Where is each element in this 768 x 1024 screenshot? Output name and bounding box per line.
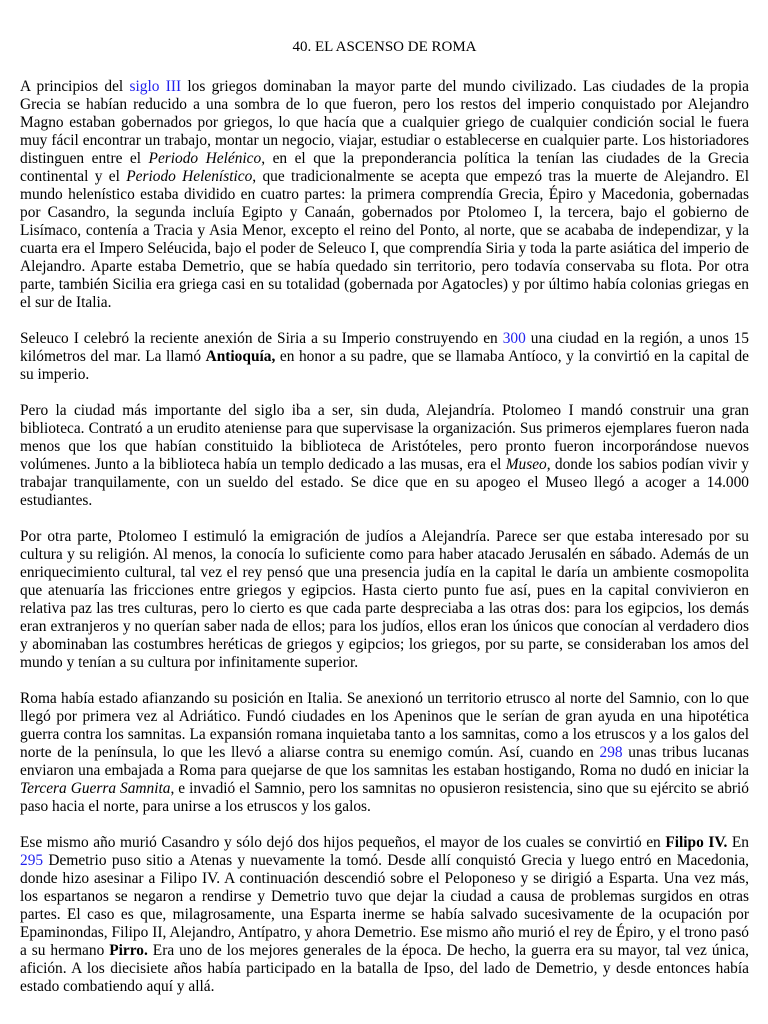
year-link[interactable]: siglo III bbox=[129, 78, 182, 95]
text-run: A principios del bbox=[20, 78, 130, 95]
document-body bbox=[20, 78, 749, 996]
text-run: una ciudad en la región, a unos 15 kilómetros del mar. La llamó bbox=[20, 330, 749, 365]
page-title: 40. EL ASCENSO DE ROMA bbox=[292, 39, 477, 55]
bold-term: Antioquía, bbox=[205, 348, 276, 365]
text-run: los griegos dominaban la mayor parte del mundo civilizado. Las ciudades de la propia Grecia se habían reducido a una sombra de lo que fueron, pero los restos del imperio conquistado por Alejandro Magno estaban gobernados por griegos, lo que hacía que a cualquier griego de cualquier condición social le fuera muy fácil encontrar un trabajo, montar un negocio, viajar, estudiar o establecerse en cualquier parte. Los historiadores distinguen entre el bbox=[20, 78, 750, 167]
text-run: Era uno de los mejores generales de la época. De hecho, la guerra era su mayor, tal vez única, afición. A los diecisiete años había participado en la batalla de Ipso, del lado de Demetrio, y desde entonces había estado combatiendo aquí y allá. bbox=[20, 942, 749, 995]
text-run: Seleuco I celebró la reciente anexión de Siria a su Imperio construyendo en bbox=[20, 330, 503, 347]
year-link[interactable]: 298 bbox=[599, 744, 623, 761]
text-run: Pero la ciudad más importante del siglo iba a ser, sin duda, Alejandría. Ptolomeo I mandó construir una gran biblioteca. Contrató a un erudito ateniense para que supervisase la organización. Sus primeros ejemplares fueron nada menos que los que habían constituido la biblioteca de Aristóteles, pero pronto fueron incorporándose nuevos volúmenes. Junto a la biblioteca había un templo dedicado a las musas, era el bbox=[20, 402, 749, 473]
text-run: unas tribus lucanas enviaron una embajada a Roma para quejarse de que los samnitas les estaban hostigando, Roma no dudó en iniciar la bbox=[20, 744, 749, 779]
bold-term: Pirro. bbox=[109, 942, 148, 959]
italic-term: Periodo Helenístico bbox=[126, 168, 253, 185]
text-run: Demetrio puso sitio a Atenas y nuevamente la tomó. Desde allí conquistó Grecia y luego entró en Macedonia, donde hizo asesinar a Filipo IV. A continuación descendió sobre el Peloponeso y se dirigió a Esparta. Una vez más, los espartanos se negaron a rendirse y Demetrio tuvo que dejar la ciudad a causa de problemas surgidos en otras partes. El caso es que, milagrosamente, una Esparta inerme se había salvado sucesivamente de la ocupación por Epaminondas, Filipo II, Alejandro, Antípatro, y ahora Demetrio. Ese mismo año murió el rey de Épiro, y el trono pasó a su hermano bbox=[20, 852, 749, 959]
year-link[interactable]: 295 bbox=[20, 852, 44, 869]
paragraph bbox=[20, 402, 749, 510]
italic-term: Tercera Guerra Samnita bbox=[20, 780, 171, 797]
italic-term: Periodo Helénico bbox=[148, 150, 262, 167]
paragraph bbox=[20, 78, 749, 312]
paragraph bbox=[20, 330, 749, 384]
text-run: , en el que la preponderancia política la tenían las ciudades de la Grecia continental y el bbox=[20, 150, 750, 185]
bold-term: Filipo IV. bbox=[665, 834, 728, 851]
text-run: en honor a su padre, que se llamaba Antíoco, y la convirtió en la capital de su imperio. bbox=[20, 348, 749, 383]
text-run: , que tradicionalmente se acepta que empezó tras la muerte de Alejandro. El mundo helenístico estaba dividido en cuatro partes: la primera comprendía Grecia, Épiro y Macedonia, gobernadas por Casandro, la segunda incluía Egipto y Canaán, gobernados por Ptolomeo I, la tercera, bajo el gobierno de Lisímaco, contenía a Tracia y Asia Menor, excepto el reino del Ponto, al norte, que se acababa de independizar, y la cuarta era el Impero Seléucida, bajo el poder de Seleuco I, que comprendía Siria y toda la parte asiática del imperio de Alejandro. Aparte estaba Demetrio, que se había quedado sin territorio, pero todavía conservaba su flota. Por otra parte, también Sicilia era griega casi en su totalidad (gobernada por Agatocles) y por último había colonias griegas en el sur de Italia. bbox=[20, 168, 749, 311]
text-run: En bbox=[727, 834, 749, 851]
year-link[interactable]: 300 bbox=[502, 330, 526, 347]
paragraph bbox=[20, 834, 749, 996]
text-run: , donde los sabios podían vivir y trabajar tranquilamente, con un sueldo del estado. Se dice que en su apogeo el Museo llegó a acoger a 14.000 estudiantes. bbox=[20, 456, 750, 509]
text-run: Roma había estado afianzando su posición en Italia. Se anexionó un territorio etrusco al norte del Samnio, con lo que llegó por primera vez al Adriático. Fundó ciudades en los Apeninos que le serían de gran ayuda en una hipotética guerra contra los samnitas. La expansión romana inquietaba tanto a los samnitas, como a los etruscos y a los galos del norte de la península, lo que les llevó a aliarse contra su enemigo común. Así, cuando en bbox=[20, 690, 749, 761]
paragraph bbox=[20, 528, 749, 672]
text-run: Por otra parte, Ptolomeo I estimuló la emigración de judíos a Alejandría. Parece ser que estaba interesado por su cultura y su religión. Al menos, la conocía lo suficiente como para haber atacado Jerusalén en sábado. Además de un enriquecimiento cultural, tal vez el rey pensó que una presencia judía en la capital le daría un ambiente cosmopolita que atenuaría las fricciones entre griegos y egipcios. Hasta cierto punto fue así, pues en la capital convivieron en relativa paz las tres culturas, pero lo cierto es que cada parte despreciaba a las otras dos: para los egipcios, los demás eran extranjeros y no querían saber nada de ellos; para los judíos, ellos eran los únicos que conocían al verdadero dios y abominaban las costumbres heréticas de griegos y egipcios; los griegos, por su parte, se consideraban los amos del mundo y tenían a su cultura por infinitamente superior. bbox=[20, 528, 749, 671]
italic-term: Museo bbox=[505, 456, 547, 473]
text-run: Ese mismo año murió Casandro y sólo dejó dos hijos pequeños, el mayor de los cuales se convirtió en bbox=[20, 834, 666, 851]
paragraph bbox=[20, 690, 749, 816]
text-run: , e invadió el Samnio, pero los samnitas no opusieron resistencia, sino que su ejército se abrió paso hacia el norte, para unirse a los etruscos y los galos. bbox=[20, 780, 750, 815]
